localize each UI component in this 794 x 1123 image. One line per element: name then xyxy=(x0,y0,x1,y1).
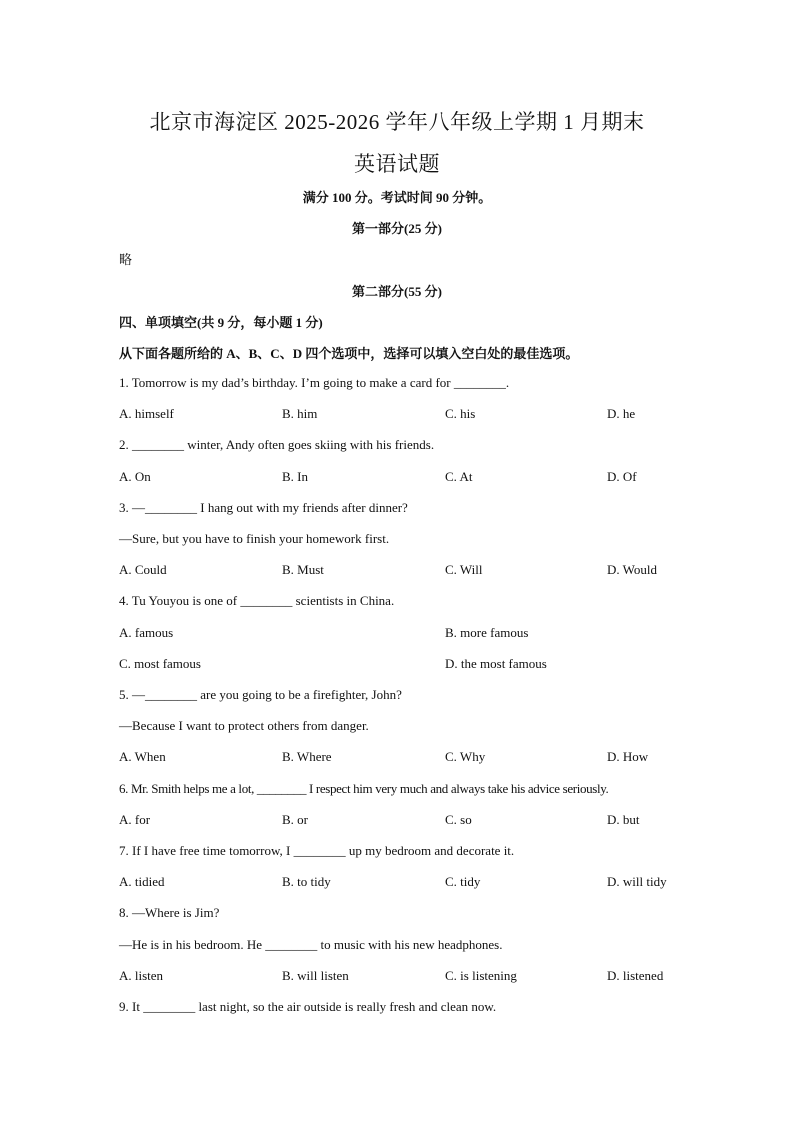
question-reply: —Because I want to protect others from danger. xyxy=(119,718,369,733)
part2-heading: 第二部分(55 分) xyxy=(352,284,442,299)
option-b: B. him xyxy=(282,406,318,421)
option-b: B. will listen xyxy=(282,968,349,983)
question-stem: 2. ________ winter, Andy often goes skiing with his friends. xyxy=(119,437,435,452)
question-stem: 8. —Where is Jim? xyxy=(119,905,220,920)
option-d: D. but xyxy=(607,812,640,827)
option-a: A. himself xyxy=(119,406,174,421)
option-b: B. to tidy xyxy=(282,874,331,889)
question-stem: 3. —________ I hang out with my friends after dinner? xyxy=(119,500,408,515)
question-stem: 4. Tu Youyou is one of ________ scientists in China. xyxy=(119,593,395,608)
option-a: A. Could xyxy=(119,562,167,577)
option-a: A. for xyxy=(119,812,151,827)
question-stem: 1. Tomorrow is my dad’s birthday. I’m going to make a card for ________. xyxy=(119,375,510,390)
exam-title: 北京市海淀区 2025-2026 学年八年级上学期 1 月期末 xyxy=(149,110,645,134)
option-b: B. Where xyxy=(282,749,332,764)
option-b: B. or xyxy=(282,812,308,827)
option-b: B. In xyxy=(282,469,308,484)
question-stem: 5. —________ are you going to be a firefighter, John? xyxy=(119,687,402,702)
section-title: 四、单项填空(共 9 分，每小题 1 分) xyxy=(119,315,323,330)
option-c: C. is listening xyxy=(445,968,517,983)
question-reply: —Sure, but you have to finish your homework first. xyxy=(119,531,390,546)
option-a: A. famous xyxy=(119,625,174,640)
option-c: C. tidy xyxy=(445,874,481,889)
option-c: C. Why xyxy=(445,749,486,764)
question-stem: 9. It ________ last night, so the air outside is really fresh and clean now. xyxy=(119,999,497,1014)
question-reply: —He is in his bedroom. He ________ to music with his new headphones. xyxy=(119,937,503,952)
option-b: B. Must xyxy=(282,562,324,577)
option-d: D. Would xyxy=(607,562,657,577)
option-c: C. At xyxy=(445,469,473,484)
option-a: A. tidied xyxy=(119,874,165,889)
option-d: D. he xyxy=(607,406,636,421)
option-c: C. Will xyxy=(445,562,483,577)
part1-content: 略 xyxy=(119,252,133,267)
exam-info: 满分 100 分。考试时间 90 分钟。 xyxy=(302,190,492,205)
exam-subtitle: 英语试题 xyxy=(354,152,440,176)
option-c: C. so xyxy=(445,812,472,827)
option-d: D. the most famous xyxy=(445,656,547,671)
option-d: D. listened xyxy=(607,968,664,983)
question-stem: 6. Mr. Smith helps me a lot, ________ I respect him very much and always take his advice seriously. xyxy=(119,781,609,796)
option-d: D. Of xyxy=(607,469,637,484)
option-d: D. How xyxy=(607,749,649,764)
option-a: A. On xyxy=(119,469,151,484)
question-stem: 7. If I have free time tomorrow, I ________ up my bedroom and decorate it. xyxy=(119,843,515,858)
option-b: B. more famous xyxy=(445,625,529,640)
option-d: D. will tidy xyxy=(607,874,667,889)
option-c: C. his xyxy=(445,406,476,421)
option-a: A. When xyxy=(119,749,166,764)
option-c: C. most famous xyxy=(119,656,201,671)
section-instruction: 从下面各题所给的 A、B、C、D 四个选项中，选择可以填入空白处的最佳选项。 xyxy=(119,346,579,361)
option-a: A. listen xyxy=(119,968,164,983)
part1-heading: 第一部分(25 分) xyxy=(352,221,442,236)
